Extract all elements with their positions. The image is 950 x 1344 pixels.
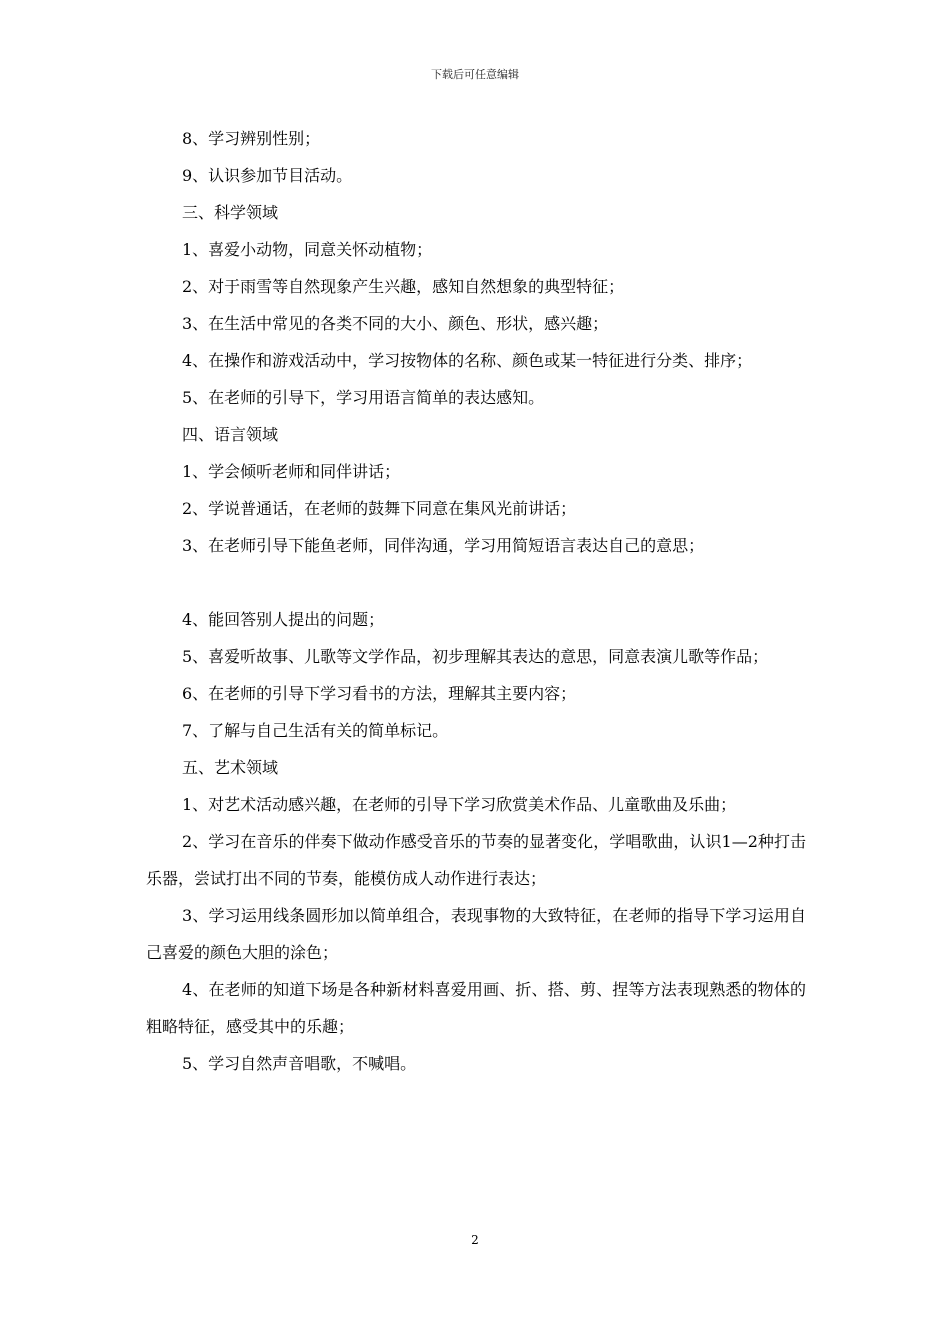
page-header: 下载后可任意编辑 — [431, 68, 519, 81]
paragraph: 8、学习辨别性别； — [182, 129, 321, 148]
page-number: 2 — [471, 1233, 479, 1247]
paragraph: 2、学习在音乐的伴奏下做动作感受音乐的节奏的显著变化，学唱歌曲，认识1—2种打击乐器，尝试打出不同的节奏，能模仿成人动作进行表达； — [146, 832, 806, 888]
document-body — [146, 120, 806, 1082]
paragraph: 3、在老师引导下能鱼老师，同伴沟通，学习用简短语言表达自己的意思； — [182, 536, 705, 555]
paragraph: 5、喜爱听故事、儿歌等文学作品，初步理解其表达的意思，同意表演儿歌等作品； — [182, 647, 769, 666]
paragraph: 9、认识参加节目活动。 — [182, 166, 353, 185]
section-heading: 三、科学领域 — [182, 203, 279, 222]
paragraph: 2、对于雨雪等自然现象产生兴趣，感知自然想象的典型特征； — [182, 277, 625, 296]
paragraph: 4、在操作和游戏活动中，学习按物体的名称、颜色或某一特征进行分类、排序； — [182, 351, 753, 370]
paragraph: 1、学会倾听老师和同伴讲话； — [182, 462, 401, 481]
paragraph: 3、在生活中常见的各类不同的大小、颜色、形状，感兴趣； — [182, 314, 609, 333]
blank-line — [146, 564, 806, 601]
paragraph: 2、学说普通话，在老师的鼓舞下同意在集风光前讲话； — [182, 499, 577, 518]
paragraph: 5、学习自然声音唱歌，不喊唱。 — [182, 1054, 417, 1073]
paragraph: 5、在老师的引导下，学习用语言简单的表达感知。 — [182, 388, 545, 407]
section-heading: 四、语言领域 — [182, 425, 279, 444]
section-heading: 五、艺术领域 — [182, 758, 279, 777]
paragraph: 4、能回答别人提出的问题； — [182, 610, 385, 629]
paragraph: 7、了解与自己生活有关的简单标记。 — [182, 721, 449, 740]
paragraph: 3、学习运用线条圆形加以简单组合，表现事物的大致特征，在老师的指导下学习运用自己喜爱的颜色大胆的涂色； — [146, 906, 806, 962]
paragraph: 1、对艺术活动感兴趣，在老师的引导下学习欣赏美术作品、儿童歌曲及乐曲； — [182, 795, 737, 814]
paragraph: 6、在老师的引导下学习看书的方法，理解其主要内容； — [182, 684, 577, 703]
paragraph: 4、在老师的知道下场是各种新材料喜爱用画、折、搭、剪、捏等方法表现熟悉的物体的粗略特征，感受其中的乐趣； — [146, 980, 806, 1036]
paragraph: 1、喜爱小动物，同意关怀动植物； — [182, 240, 433, 259]
